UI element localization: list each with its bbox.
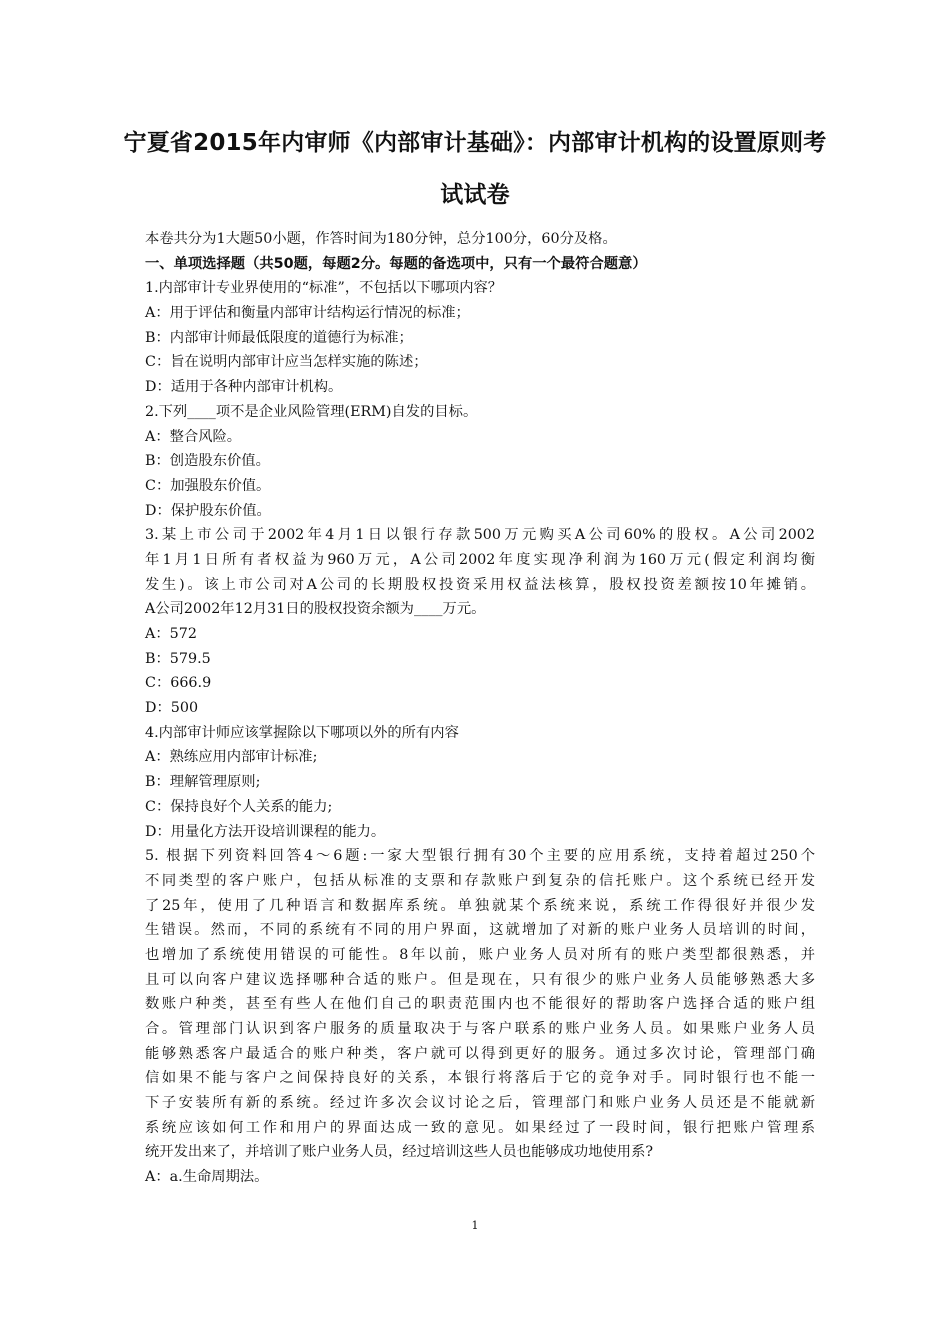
text-line: B：理解管理原则;	[145, 774, 261, 791]
text-line: 统开发出来了，并培训了账户业务人员，经过培训这些人员也能够成功地使用系?	[145, 1144, 654, 1161]
text-line: C：666.9	[145, 675, 212, 692]
text-line: B：创造股东价值。	[145, 453, 270, 470]
section-heading: 一、单项选择题（共50题，每题2分。每题的备选项中，只有一个最符合题意）	[145, 255, 647, 272]
text-line: 系统应该如何工作和用户的界面达成一致的意见。如果经过了一段时间，银行把账户管理系	[145, 1119, 815, 1136]
text-line: 1.内部审计专业界使用的“标准”，不包括以下哪项内容？	[145, 280, 503, 297]
text-line: B：内部审计师最低限度的道德行为标准；	[145, 329, 413, 346]
text-line: 2.下列____项不是企业风险管理(ERM)自发的目标。	[145, 403, 478, 420]
text-line: A：a.生命周期法。	[145, 1169, 269, 1186]
text-line: A：572	[145, 626, 197, 642]
text-line: C：旨在说明内部审计应当怎样实施的陈述；	[145, 354, 428, 371]
text-line: D：保护股东价值。	[145, 502, 271, 519]
text-line: 年1月1日所有者权益为960万元，A公司2002年度实现净利润为160万元(假定利润均衡	[145, 551, 815, 568]
text-line: C：保持良好个人关系的能力;	[145, 798, 333, 815]
text-line: 发生)。该上市公司对A公司的长期股权投资采用权益法核算，股权投资差额按10年摊销。	[145, 576, 815, 593]
text-line: 4.内部审计师应该掌握除以下哪项以外的所有内容	[145, 724, 459, 741]
text-line: 不同类型的客户账户，包括从标准的支票和存款账户到复杂的信托账户。这个系统已经开发	[145, 872, 815, 889]
text-line: D：用量化方法开设培训课程的能力。	[145, 823, 386, 840]
text-line: C：加强股东价值。	[145, 477, 271, 494]
page-number: 1	[471, 1219, 479, 1232]
text-line: 合。管理部门认识到客户服务的质量取决于与客户联系的账户业务人员。如果账户业务人员	[145, 1021, 815, 1037]
text-line: 3.某上市公司于2002年4月1日以银行存款500万元购买A公司60%的股权。A公司2002	[145, 527, 815, 544]
document-title-line-1: 宁夏省2015年内审师《内部审计基础》：内部审计机构的设置原则考	[123, 130, 827, 156]
text-line: B：579.5	[145, 650, 211, 667]
text-line: 信如果不能与客户之间保持良好的关系，本银行将落后于它的竞争对手。同时银行也不能一	[145, 1070, 815, 1087]
document-body	[145, 227, 815, 1190]
text-line: D：适用于各种内部审计机构。	[145, 379, 343, 396]
text-line: A：熟练应用内部审计标准;	[145, 749, 318, 766]
text-line: 也增加了系统使用错误的可能性。8年以前，账户业务人员对所有的账户类型都很熟悉，并	[145, 946, 815, 963]
text-line: 能够熟悉客户最适合的账户种类，客户就可以得到更好的服务。通过多次讨论，管理部门确	[145, 1045, 815, 1062]
text-line: A：用于评估和衡量内部审计结构运行情况的标准；	[145, 305, 470, 322]
text-line: 本卷共分为1大题50小题，作答时间为180分钟，总分100分，60分及格。	[145, 231, 617, 247]
text-line: A公司2002年12月31日的股权投资余额为____万元。	[145, 601, 486, 618]
text-line: 了25年，使用了几种语言和数据库系统。单独就某个系统来说，系统工作得很好并很少发	[145, 897, 815, 914]
text-line: 下子安装所有新的系统。经过许多次会议讨论之后，管理部门和账户业务人员还是不能就新	[145, 1095, 815, 1112]
text-line: 且可以向客户建议选择哪种合适的账户。但是现在，只有很少的账户业务人员能够熟悉大多	[145, 971, 815, 988]
document-title-line-2: 试试卷	[440, 182, 510, 208]
text-line: 生错误。然而，不同的系统有不同的用户界面，这就增加了对新的账户业务人员培训的时间，	[145, 922, 815, 939]
text-line: A：整合风险。	[145, 428, 242, 445]
text-line: 数账户种类，甚至有些人在他们自己的职责范围内也不能很好的帮助客户选择合适的账户组	[145, 996, 815, 1013]
text-line: 5. 根据下列资料回答4～6题:一家大型银行拥有30个主要的应用系统，支持着超过250个	[145, 848, 815, 865]
text-line: D：500	[145, 700, 199, 717]
